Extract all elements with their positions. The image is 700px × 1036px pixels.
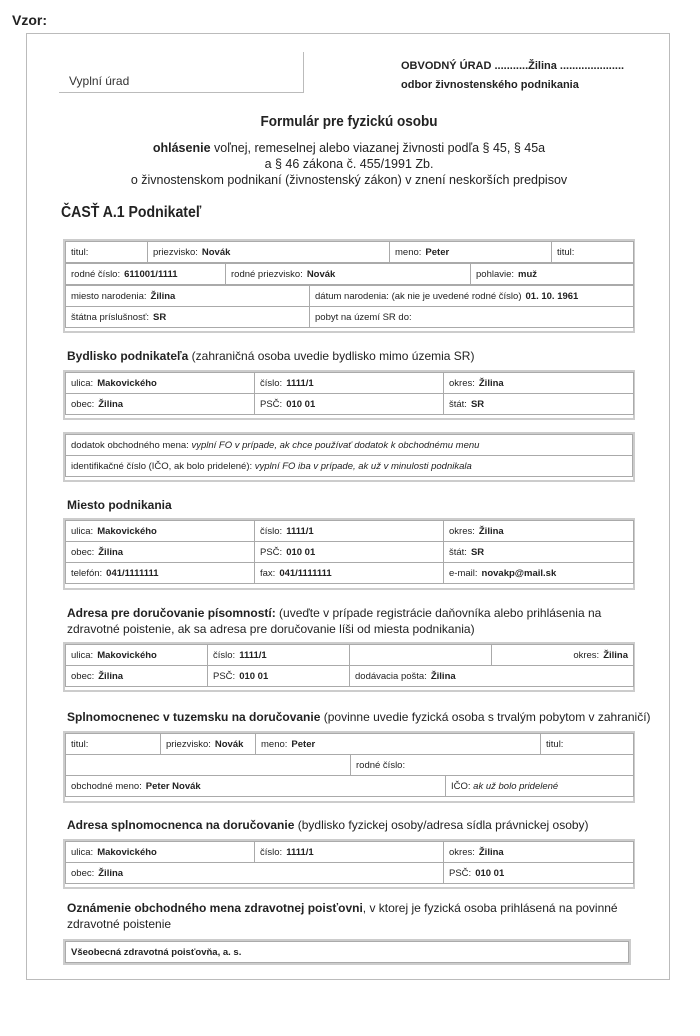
entrepreneur-table bbox=[65, 241, 634, 263]
form-intro bbox=[27, 140, 671, 188]
intro-bold: ohlásenie bbox=[152, 141, 211, 155]
business-place-heading: Miesto podnikania bbox=[67, 498, 172, 512]
insurer-table bbox=[65, 941, 629, 963]
business-obec[interactable]: obec: Žilina bbox=[66, 542, 255, 563]
department: odbor živnostenského podnikania bbox=[401, 79, 579, 91]
delivery-psc[interactable]: PSČ: 010 01 bbox=[208, 666, 350, 687]
residence-obec[interactable]: obec: Žilina bbox=[66, 394, 255, 415]
district-office: OBVODNÝ ÚRAD ...........Žilina ..................... bbox=[401, 60, 625, 72]
field-miesto-narodenia[interactable]: miesto narodenia: Žilina bbox=[66, 286, 310, 307]
residence-cislo[interactable]: číslo: 1111/1 bbox=[255, 373, 444, 394]
office-use-box bbox=[59, 52, 304, 93]
form-page bbox=[26, 33, 670, 980]
proxy-address-okres[interactable]: okres: Žilina bbox=[444, 842, 634, 863]
proxy-address-ulica[interactable]: ulica: Makovického bbox=[66, 842, 255, 863]
delivery-table bbox=[65, 644, 634, 687]
field-titul[interactable]: titul: bbox=[66, 242, 148, 263]
proxy-table bbox=[65, 733, 634, 797]
field-rodne-priezvisko[interactable]: rodné priezvisko: Novák bbox=[226, 264, 471, 285]
business-ulica[interactable]: ulica: Makovického bbox=[66, 521, 255, 542]
field-pobyt[interactable]: pobyt na území SR do: bbox=[310, 307, 634, 328]
proxy-titul[interactable]: titul: bbox=[66, 734, 161, 755]
delivery-cislo[interactable]: číslo: 1111/1 bbox=[208, 645, 350, 666]
proxy-priezvisko[interactable]: priezvisko: Novák bbox=[161, 734, 256, 755]
business-psc[interactable]: PSČ: 010 01 bbox=[255, 542, 444, 563]
business-fax[interactable]: fax: 041/1111111 bbox=[255, 563, 444, 584]
field-priezvisko[interactable]: priezvisko: Novák bbox=[148, 242, 390, 263]
business-okres[interactable]: okres: Žilina bbox=[444, 521, 634, 542]
delivery-empty[interactable] bbox=[350, 645, 492, 666]
insurer-heading: Oznámenie obchodného mena zdravotnej poisťovni, v ktorej je fyzická osoba prihlásená na povinné zdravotné poistenie bbox=[67, 901, 618, 931]
business-telefon[interactable]: telefón: 041/1111111 bbox=[66, 563, 255, 584]
office-use-label: Vyplní úrad bbox=[69, 74, 130, 88]
residence-ulica[interactable]: ulica: Makovického bbox=[66, 373, 255, 394]
field-ico[interactable]: identifikačné číslo (IČO, ak bolo pridelené): vyplní FO iba v prípade, ak už v minulosti podnikala bbox=[66, 456, 633, 477]
residence-stat[interactable]: štát: SR bbox=[444, 394, 634, 415]
proxy-titul-after[interactable]: titul: bbox=[541, 734, 634, 755]
field-datum-narodenia[interactable]: dátum narodenia: (ak nie je uvedené rodné číslo) 01. 10. 1961 bbox=[310, 286, 634, 307]
delivery-okres[interactable]: okres: Žilina bbox=[492, 645, 634, 666]
proxy-rodne-cislo[interactable]: rodné číslo: bbox=[351, 755, 634, 776]
proxy-address-psc[interactable]: PSČ: 010 01 bbox=[444, 863, 634, 884]
business-stat[interactable]: štát: SR bbox=[444, 542, 634, 563]
entrepreneur-row3 bbox=[65, 285, 634, 328]
sample-label: Vzor: bbox=[12, 12, 47, 28]
proxy-ico[interactable]: IČO: ak už bolo pridelené bbox=[446, 776, 634, 797]
part-title: ČASŤ A.1 Podnikateľ bbox=[61, 204, 202, 221]
proxy-address-obec[interactable]: obec: Žilina bbox=[66, 863, 444, 884]
residence-okres[interactable]: okres: Žilina bbox=[444, 373, 634, 394]
business-email[interactable]: e-mail: novakp@mail.sk bbox=[444, 563, 634, 584]
field-meno[interactable]: meno: Peter bbox=[390, 242, 552, 263]
proxy-obchodne-meno[interactable]: obchodné meno: Peter Novák bbox=[66, 776, 446, 797]
residence-psc[interactable]: PSČ: 010 01 bbox=[255, 394, 444, 415]
field-dodatok[interactable]: dodatok obchodného mena: vyplní FO v prípade, ak chce používať dodatok k obchodnému menu bbox=[66, 435, 633, 456]
delivery-heading: Adresa pre doručovanie písomností: (uveďte v prípade registrácie daňovníka alebo prihlásenia na zdravotné poistenie, ak sa adresa pre doručovanie líši od miesta podnikania) bbox=[67, 606, 602, 636]
proxy-heading: Splnomocnenec v tuzemsku na doručovanie (povinne uvedie fyzická osoba s trvalým pobytom v zahraničí) bbox=[67, 710, 651, 724]
proxy-meno[interactable]: meno: Peter bbox=[256, 734, 541, 755]
delivery-posta[interactable]: dodávacia pošta: Žilina bbox=[350, 666, 634, 687]
field-pohlavie[interactable]: pohlavie: muž bbox=[471, 264, 634, 285]
residence-heading: Bydlisko podnikateľa (zahraničná osoba uvedie bydlisko mimo územia SR) bbox=[67, 349, 475, 363]
field-rodne-cislo[interactable]: rodné číslo: 611001/1111 bbox=[66, 264, 226, 285]
field-statna-prislusnost[interactable]: štátna príslušnosť: SR bbox=[66, 307, 310, 328]
delivery-obec[interactable]: obec: Žilina bbox=[66, 666, 208, 687]
intro-line1: voľnej, remeselnej alebo viazanej živnosti podľa § 45, § 45a bbox=[210, 141, 546, 155]
insurer-value[interactable]: Všeobecná zdravotná poisťovňa, a. s. bbox=[66, 942, 629, 963]
business-cislo[interactable]: číslo: 1111/1 bbox=[255, 521, 444, 542]
intro-line3: o živnostenskom podnikaní (živnostenský zákon) v znení neskorších predpisov bbox=[130, 173, 568, 187]
proxy-empty[interactable] bbox=[66, 755, 351, 776]
intro-line2: a § 46 zákona č. 455/1991 Zb. bbox=[264, 157, 434, 171]
field-titul-after[interactable]: titul: bbox=[552, 242, 634, 263]
delivery-ulica[interactable]: ulica: Makovického bbox=[66, 645, 208, 666]
trade-name-table bbox=[65, 434, 633, 477]
business-place-table bbox=[65, 520, 634, 584]
form-title: Formulár pre fyzickú osobu bbox=[260, 113, 438, 130]
residence-table bbox=[65, 372, 634, 415]
proxy-address-heading: Adresa splnomocnenca na doručovanie (bydlisko fyzickej osoby/adresa sídla právnickej osoby) bbox=[67, 818, 589, 832]
entrepreneur-row2 bbox=[65, 263, 634, 285]
proxy-address-cislo[interactable]: číslo: 1111/1 bbox=[255, 842, 444, 863]
proxy-address-table bbox=[65, 841, 634, 884]
